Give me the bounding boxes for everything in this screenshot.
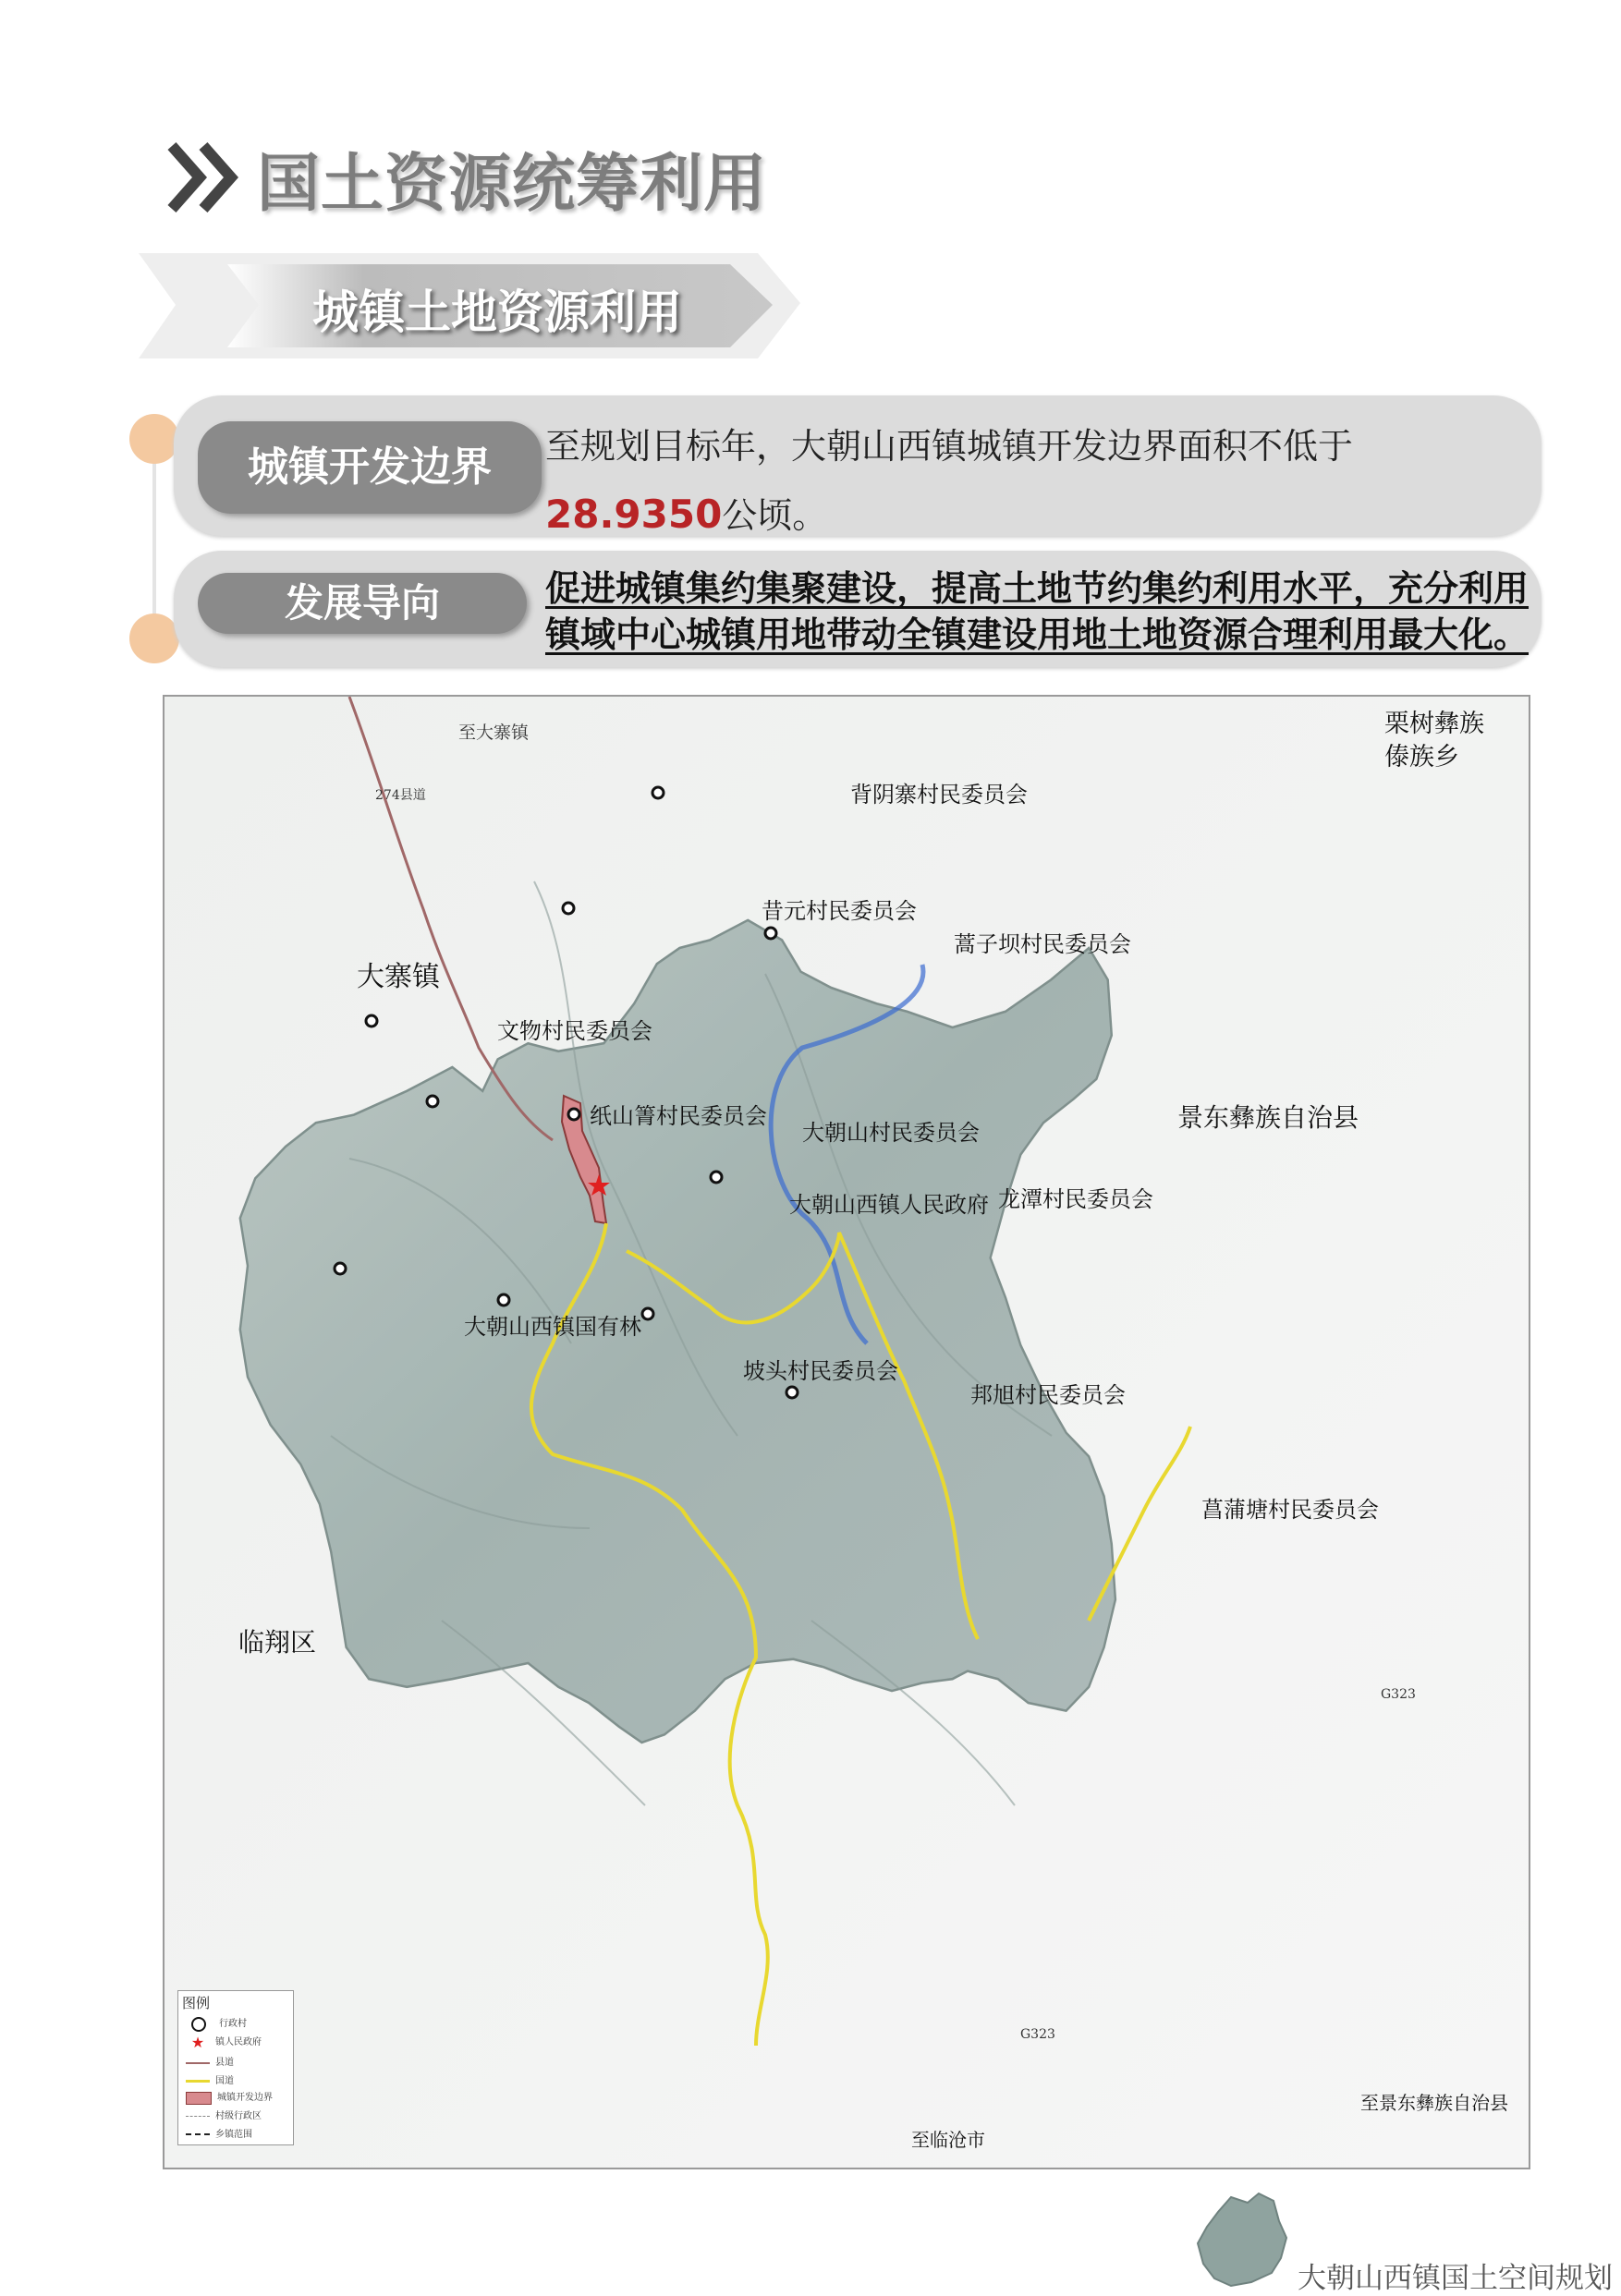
village-label: 邦旭村民委员会 (970, 1382, 1126, 1408)
village-dot (335, 1263, 346, 1274)
neighbor-south-west: 临翔区 (238, 1627, 317, 1658)
boundary-area-unit: 公顷。 (722, 495, 828, 536)
village-dot (786, 1387, 798, 1398)
map-legend (177, 1990, 294, 2145)
village-label: 大朝山西镇国有林 (464, 1314, 641, 1340)
direction-text: 促进城镇集约集聚建设，提高土地节约集约利用水平，充分利用镇域中心城镇用地带动全镇建设用地土地资源合理利用最大化。 (545, 568, 1530, 655)
neighbor-east: 景东彝族自治县 (1177, 1102, 1359, 1133)
land-use-map (163, 695, 1530, 2169)
village-label: 昔元村民委员会 (762, 898, 917, 924)
legend-title: 图例 (182, 1995, 211, 2011)
double-chevron-icon (165, 140, 248, 214)
township-silhouette-icon (1194, 2190, 1296, 2291)
section-title: 城镇土地资源利用 (312, 285, 682, 339)
government-label: 大朝山西镇人民政府 (789, 1192, 989, 1218)
road-label-g323: G323 (1020, 2027, 1055, 2042)
timeline-dot (129, 414, 179, 464)
village-dot (498, 1294, 509, 1306)
village-label: 坡头村民委员会 (743, 1358, 898, 1384)
village-label: 蒿子坝村民委员会 (954, 931, 1131, 957)
boundary-text (545, 412, 1525, 550)
timeline-dot (129, 613, 179, 663)
legend-item: 国道 (186, 2072, 234, 2086)
village-label: 菖蒲塘村民委员会 (1201, 1497, 1379, 1523)
village-dot (366, 1015, 377, 1027)
legend-item: ★ 镇人民政府 (190, 2034, 262, 2051)
neighbor-north-west: 大寨镇 (357, 961, 440, 993)
village-label: 纸山箐村民委员会 (590, 1103, 767, 1129)
footer-text: 大朝山西镇国土空间规划 (1298, 2262, 1613, 2295)
panel-label-direction: 发展导向 (198, 573, 527, 634)
village-label: 大朝山村民委员会 (802, 1120, 980, 1146)
legend-item: 行政村 (186, 2015, 247, 2032)
village-dot (427, 1096, 438, 1107)
road-label-north: 至大寨镇 (458, 723, 530, 743)
page-title: 国土资源统筹利用 (257, 148, 768, 221)
boundary-area-value: 28.9350 (545, 492, 723, 537)
road-label-274: 274县道 (375, 788, 426, 803)
village-label: 龙潭村民委员会 (998, 1186, 1153, 1212)
neighbor-north-east: 栗树彝族傣族乡 (1384, 710, 1484, 771)
road-label-g323: G323 (1381, 1687, 1416, 1702)
village-dot (642, 1308, 653, 1319)
village-dot (568, 1109, 579, 1120)
boundary-text-line1: 至规划目标年，大朝山西镇城镇开发边界面积不低于 (545, 426, 1354, 467)
village-dot (711, 1172, 722, 1183)
legend-item: 城镇开发边界 (186, 2089, 273, 2105)
road-label-east: 至景东彝族自治县 (1360, 2092, 1508, 2114)
village-label: 背阴寨村民委员会 (850, 782, 1028, 808)
village-dot (563, 903, 574, 914)
legend-item: 县道 (186, 2054, 234, 2068)
village-dot (765, 928, 776, 939)
village-dot (652, 787, 664, 798)
road-label-south: 至临沧市 (911, 2129, 985, 2151)
village-label: 文物村民委员会 (497, 1018, 652, 1044)
legend-item: 村级行政区 (186, 2108, 262, 2121)
panel-label-boundary: 城镇开发边界 (198, 421, 542, 514)
legend-item: 乡镇范围 (186, 2126, 252, 2140)
